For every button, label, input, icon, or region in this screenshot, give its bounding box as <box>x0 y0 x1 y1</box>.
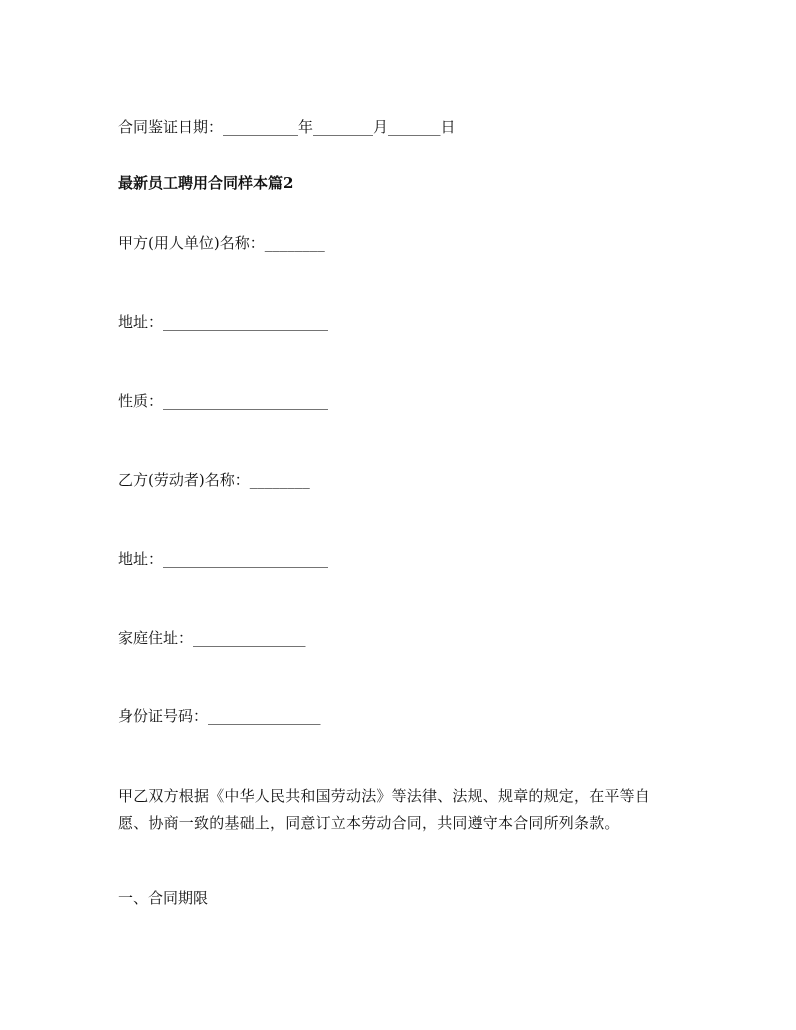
party-b-name-line: 乙方(劳动者)名称：________ <box>118 471 310 489</box>
party-a-nature-line: 性质：______________________ <box>118 392 329 410</box>
section-title: 最新员工聘用合同样本篇2 <box>118 174 294 192</box>
verify-date-line: 合同鉴证日期：__________年________月_______日 <box>118 118 456 136</box>
party-b-id-number-line: 身份证号码：_______________ <box>118 707 321 725</box>
party-b-home-address-line: 家庭住址：_______________ <box>118 629 306 647</box>
party-b-address-line: 地址：______________________ <box>118 550 329 568</box>
party-a-name-line: 甲方(用人单位)名称：________ <box>118 234 325 252</box>
clause-1-title: 一、合同期限 <box>118 889 209 907</box>
party-a-address-line: 地址：______________________ <box>118 313 329 331</box>
preamble-paragraph: 甲乙双方根据《中华人民共和国劳动法》等法律、法规、规章的规定，在平等自愿、协商一致的基础上，同意订立本劳动合同，共同遵守本合同所列条款。 <box>118 787 651 832</box>
